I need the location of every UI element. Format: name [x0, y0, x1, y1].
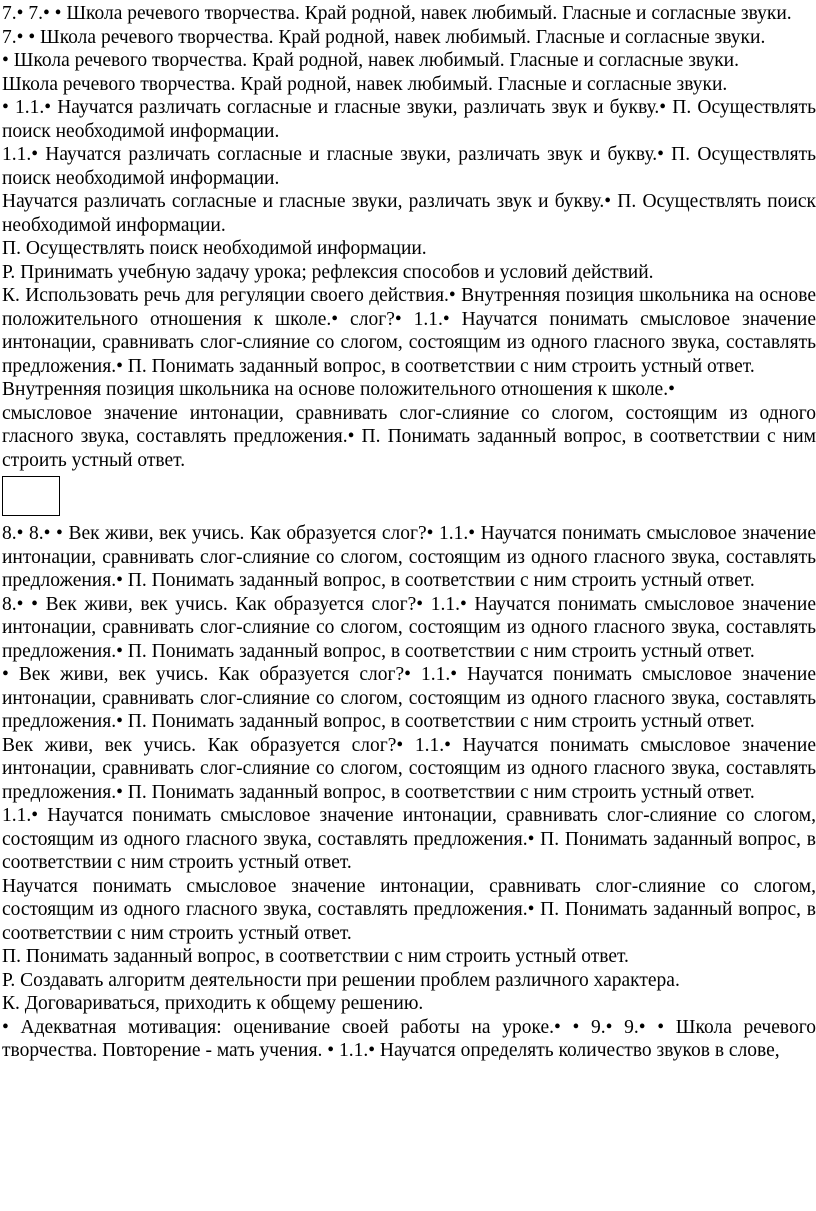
- paragraph: 1.1.• Научатся понимать смысловое значение интонации, сравнивать слог-слияние со слогом, состоящим из одного гласного звука, составлять предложения.• П. Понимать заданный вопрос, в соответствии с ним строить устный ответ.: [2, 805, 816, 873]
- paragraph: • 1.1.• Научатся различать согласные и гласные звуки, различать звук и букву.• П. Осуществлять поиск необходимой информации.: [2, 97, 816, 142]
- paragraph: К. Договариваться, приходить к общему решению.: [2, 993, 424, 1014]
- paragraph: Век живи, век учись. Как образуется слог?• 1.1.• Научатся понимать смысловое значение интонации, сравнивать слог-слияние со слогом, состоящим из одного гласного звука, составлять предложения.• П. Понимать заданный вопрос, в соответствии с ним строить устный ответ.: [2, 734, 816, 803]
- paragraph: 8.• 8.• • Век живи, век учись. Как образуется слог?• 1.1.• Научатся понимать смысловое значение интонации, сравнивать слог-слияние со слогом, состоящим из одного гласного звука, составлять предложения.• П. Понимать заданный вопрос, в соответствии с ним строить устный ответ.: [2, 523, 816, 591]
- paragraph: • Школа речевого творчества. Край родной, навек любимый. Гласные и согласные звуки.: [2, 50, 739, 71]
- paragraph: Школа речевого творчества. Край родной, навек любимый. Гласные и согласные звуки.: [2, 73, 728, 95]
- paragraph: Р. Принимать учебную задачу урока; рефлексия способов и условий действий.: [2, 261, 654, 283]
- paragraph: • Адекватная мотивация: оценивание своей работы на уроке.• • 9.• 9.• • Школа речевого творчества. Повторение - мать учения. • 1.1.• Научатся определять количество звуков в слове,: [2, 1016, 816, 1061]
- paragraph: • Век живи, век учись. Как образуется слог?• 1.1.• Научатся понимать смысловое значение интонации, сравнивать слог-слияние со слогом, состоящим из одного гласного звука, составлять предложения.• П. Понимать заданный вопрос, в соответствии с ним строить устный ответ.: [2, 664, 816, 732]
- paragraph: Внутренняя позиция школьника на основе положительного отношения к школе.•: [2, 379, 675, 400]
- paragraph: К. Использовать речь для регуляции своего действия.• Внутренняя позиция школьника на основе положительного отношения к школе.• слог?• 1.1.• Научатся понимать смысловое значение интонации, сравнивать слог-слияние со слогом, состоящим из одного гласного звука, составлять предложения.• П. Понимать заданный вопрос, в соответствии с ним строить устный ответ.: [2, 285, 816, 377]
- paragraph: П. Осуществлять поиск необходимой информации.: [2, 238, 427, 259]
- paragraph: смысловое значение интонации, сравнивать слог-слияние со слогом, состоящим из одного гласного звука, составлять предложения.• П. Понимать заданный вопрос, в соответствии с ним строить устный ответ.: [2, 402, 816, 471]
- paragraph: 8.• • Век живи, век учись. Как образуется слог?• 1.1.• Научатся понимать смысловое значение интонации, сравнивать слог-слияние со слогом, состоящим из одного гласного звука, составлять предложения.• П. Понимать заданный вопрос, в соответствии с ним строить устный ответ.: [2, 593, 816, 662]
- paragraph: 1.1.• Научатся различать согласные и гласные звуки, различать звук и букву.• П. Осуществлять поиск необходимой информации.: [2, 144, 816, 189]
- empty-table-cell: [2, 476, 60, 516]
- paragraph: 7.• • Школа речевого творчества. Край родной, навек любимый. Гласные и согласные звуки.: [2, 26, 766, 48]
- paragraph: Научатся различать согласные и гласные звуки, различать звук и букву.• П. Осуществлять поиск необходимой информации.: [2, 191, 816, 236]
- paragraph: Научатся понимать смысловое значение интонации, сравнивать слог-слияние со слогом, состоящим из одного гласного звука, составлять предложения.• П. Понимать заданный вопрос, в соответствии с ним строить устный ответ.: [2, 875, 816, 944]
- paragraph: П. Понимать заданный вопрос, в соответствии с ним строить устный ответ.: [2, 946, 629, 967]
- paragraph: 7.• 7.• • Школа речевого творчества. Край родной, навек любимый. Гласные и согласные звуки.: [2, 3, 792, 24]
- paragraph: Р. Создавать алгоритм деятельности при решении проблем различного характера.: [2, 969, 680, 991]
